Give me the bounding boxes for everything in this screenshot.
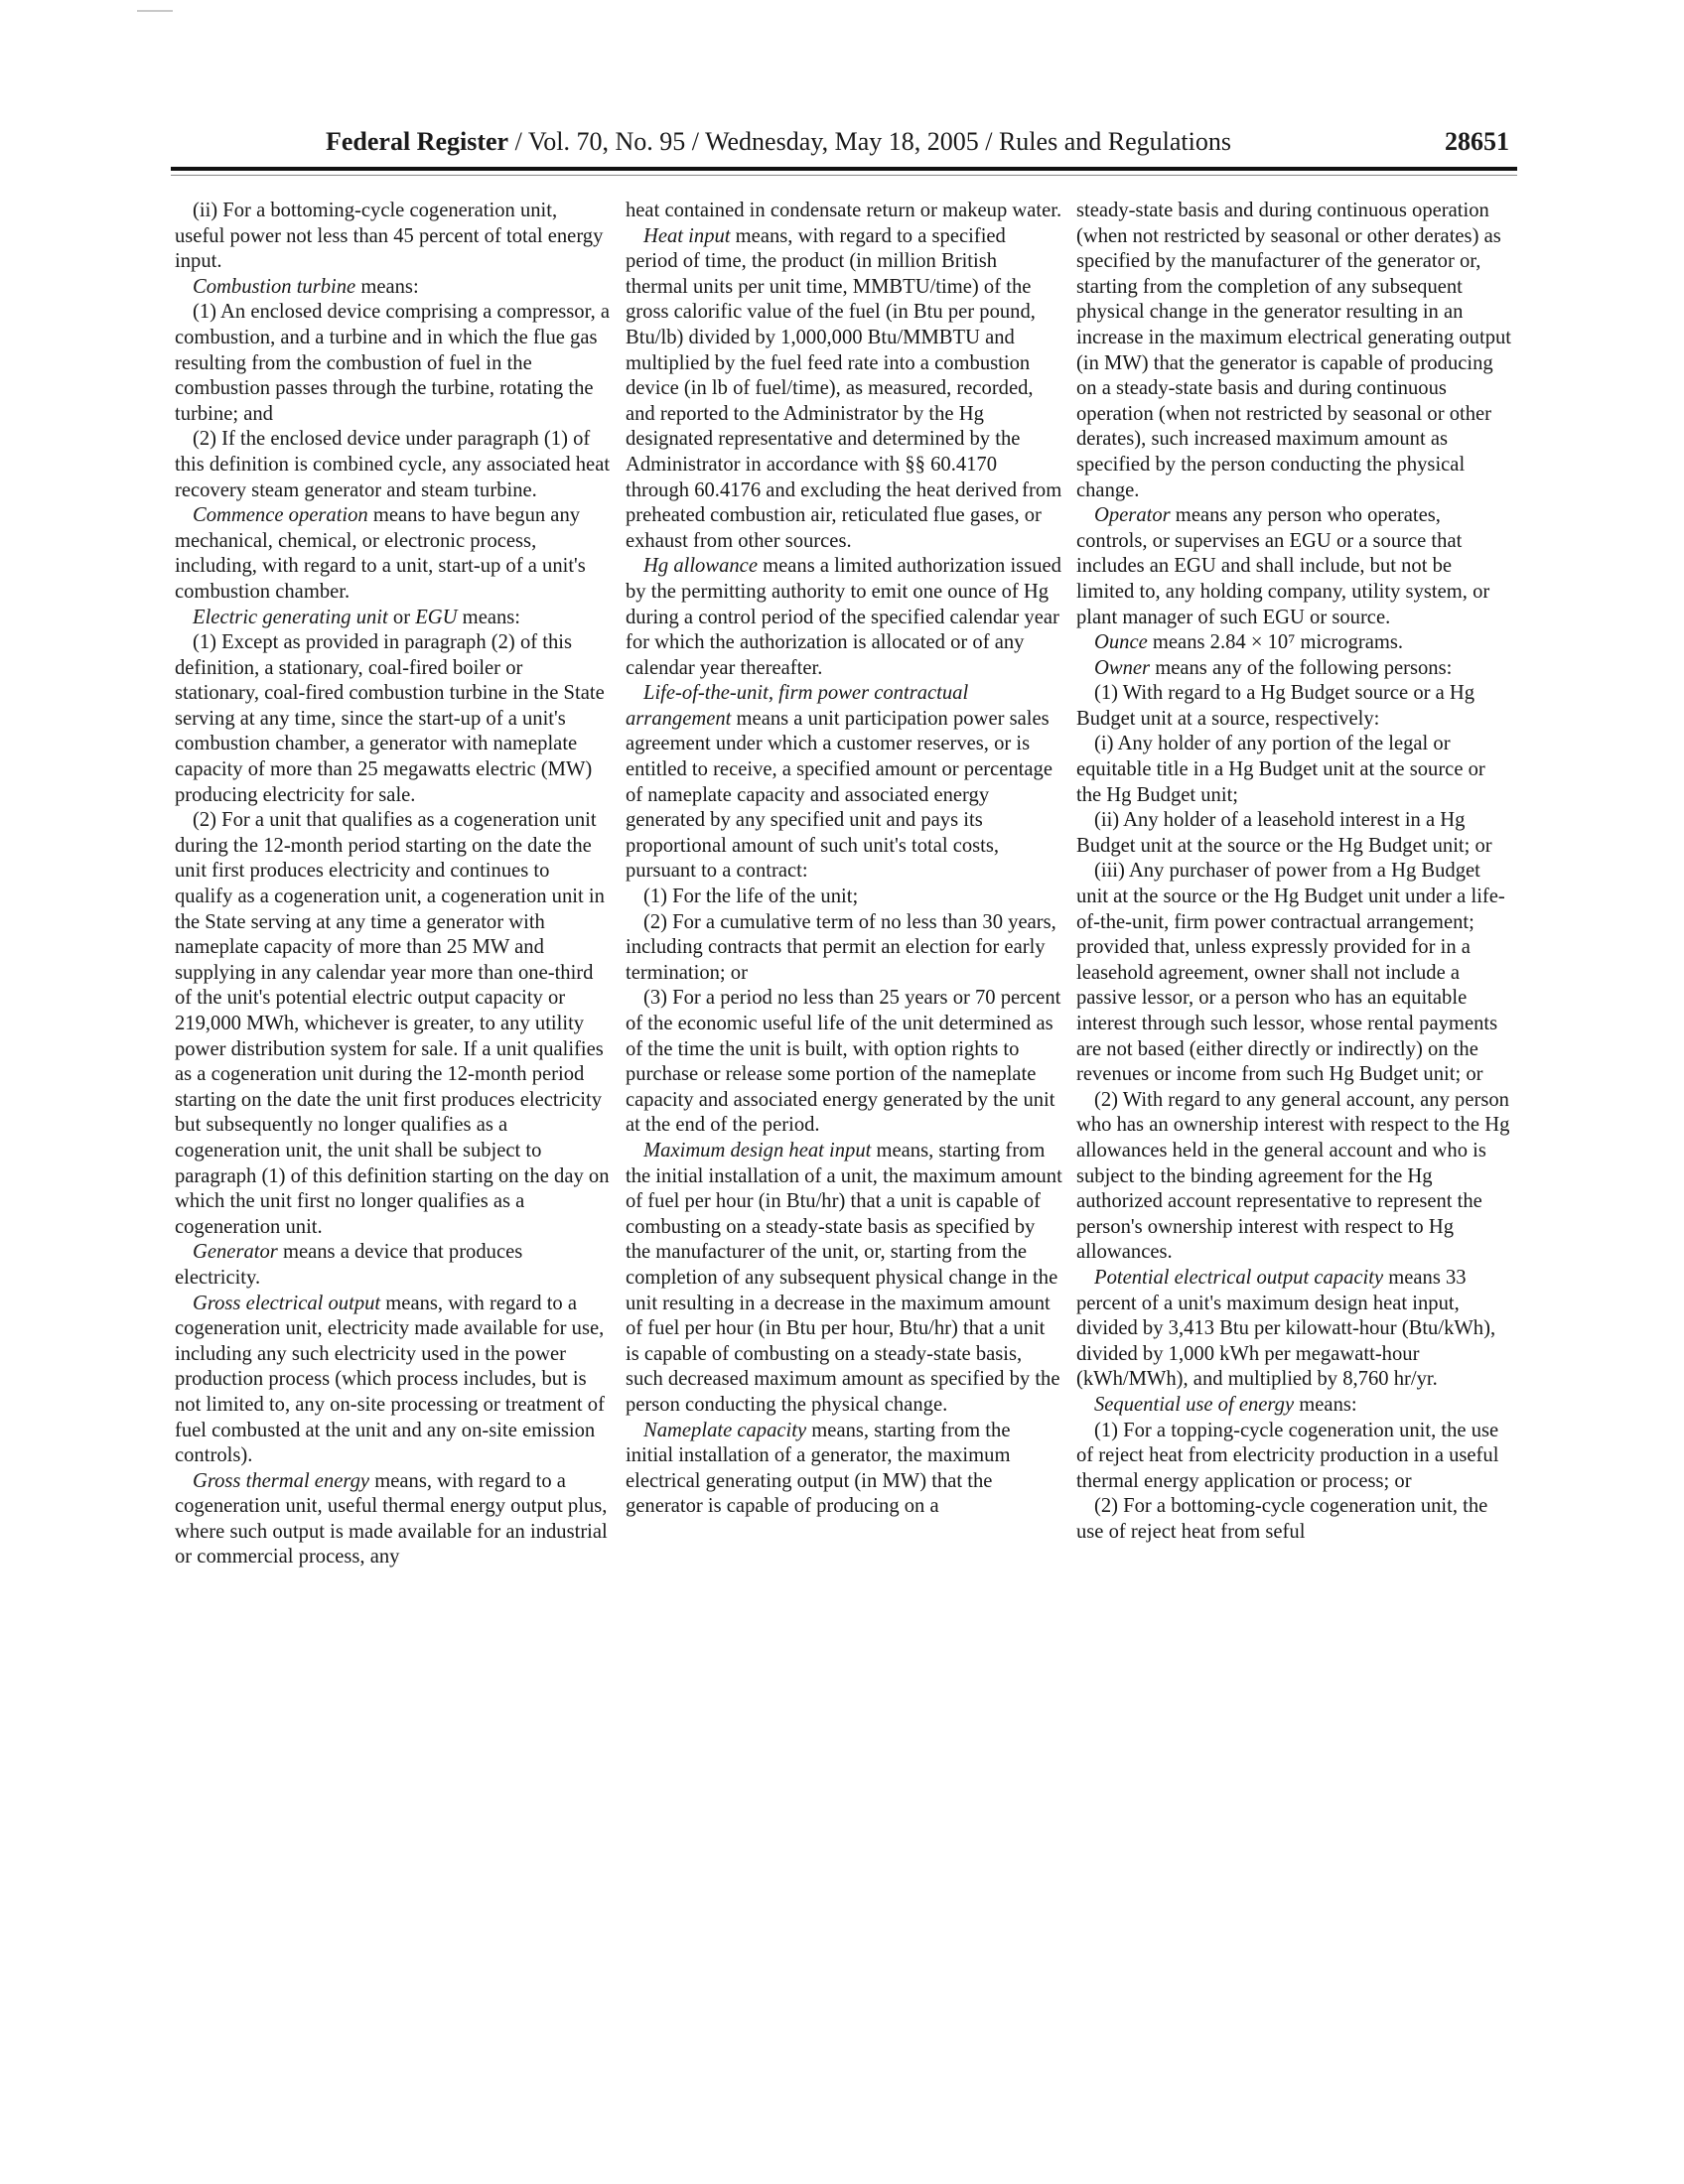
defined-term: Owner bbox=[1094, 656, 1151, 679]
paragraph-text: means, starting from the initial installation of a generator, the maximum electrical generating output (in MW) that the generator is capable of producing on a bbox=[626, 1419, 1011, 1518]
paragraph-text: (1) With regard to a Hg Budget source or a Hg Budget unit at a source, respectively: bbox=[1076, 682, 1475, 730]
paragraph bbox=[175, 199, 612, 275]
paragraph bbox=[626, 199, 1062, 224]
definition-paragraph bbox=[175, 1292, 612, 1469]
paragraph bbox=[626, 986, 1062, 1139]
defined-term: Commence operation bbox=[193, 504, 368, 527]
definition-paragraph bbox=[175, 275, 612, 301]
header-rule-thin bbox=[171, 175, 1517, 176]
defined-term: Life-of-the-unit, firm power contractual arrangement bbox=[626, 682, 969, 730]
defined-term: Sequential use of energy bbox=[1094, 1393, 1295, 1416]
paragraph bbox=[1076, 859, 1513, 1087]
paragraph bbox=[1076, 808, 1513, 859]
paragraph-text: means, with regard to a cogeneration unit, electricity made available for use, including any such electricity used in the power production process (which process includes, but is not limited to, any on-site processing or treatment of fuel combusted at the unit and any on-site emission controls). bbox=[175, 1292, 605, 1467]
defined-term: Potential electrical output capacity bbox=[1094, 1266, 1384, 1289]
paragraph-text: means: bbox=[355, 275, 419, 298]
defined-term: EGU bbox=[415, 606, 458, 628]
text-column-3 bbox=[1076, 199, 1513, 1545]
paragraph-text: means a unit participation power sales agreement under which a customer reserves, or is entitled to receive, a specified amount or percentage of nameplate capacity and associated energy generated by any specified unit and pays its proportional amount of such unit's total costs, pursuant to a contract: bbox=[626, 707, 1052, 883]
paragraph-text: means, starting from the initial installation of a unit, the maximum amount of fuel per hour (in Btu/hr) that a unit is capable of combusting on a steady-state basis as specified by the manufacturer of the unit, or, starting from the completion of any subsequent physical change in the unit resulting in a decrease in the maximum amount of fuel per hour (in Btu per hour, Btu/hr) that a unit is capable of combusting on a steady-state basis, such decreased maximum amount as specified by the person conducting the physical change. bbox=[626, 1139, 1062, 1416]
definition-paragraph bbox=[1076, 1266, 1513, 1393]
paragraph-text: steady-state basis and during continuous operation (when not restricted by seasonal or other derates) as specified by the manufacturer of the generator or, starting from the completion of any subsequent physical change in the generator resulting in an increase in the maximum electrical generating output (in MW) that the generator is capable of producing on a steady-state basis and during continuous operation (when not restricted by seasonal or other derates), such increased maximum amount as specified by the person conducting the physical change. bbox=[1076, 200, 1512, 501]
definition-paragraph bbox=[175, 1240, 612, 1291]
defined-term: Heat input bbox=[643, 224, 731, 247]
paragraph bbox=[626, 910, 1062, 987]
definition-paragraph bbox=[1076, 630, 1513, 656]
paragraph bbox=[1076, 732, 1513, 808]
text-column-1 bbox=[175, 199, 612, 1570]
defined-term: Nameplate capacity bbox=[643, 1419, 807, 1441]
publication-name: Federal Register bbox=[326, 127, 509, 156]
definition-paragraph bbox=[1076, 1393, 1513, 1419]
definition-paragraph bbox=[626, 681, 1062, 885]
page-number: 28651 bbox=[1445, 127, 1509, 156]
paragraph-text: means to have begun any mechanical, chemical, or electronic process, including, with regard to a unit, start-up of a unit's combustion chamber. bbox=[175, 504, 586, 603]
paragraph bbox=[626, 885, 1062, 910]
section-name: Rules and Regulations bbox=[998, 127, 1231, 156]
paragraph bbox=[1076, 681, 1513, 732]
paragraph-text: means a limited authorization issued by the permitting authority to emit one ounce of Hg during a control period of the specified calendar year for which the authorization is allocated or of any calendar year thereafter. bbox=[626, 555, 1061, 679]
paragraph-text: (2) If the enclosed device under paragraph (1) of this definition is combined cycle, any associated heat recovery steam generator and steam turbine. bbox=[175, 428, 611, 501]
definition-paragraph bbox=[175, 606, 612, 631]
paragraph-text: (i) Any holder of any portion of the legal or equitable title in a Hg Budget unit at the source or the Hg Budget unit; bbox=[1076, 733, 1485, 806]
definition-paragraph bbox=[175, 503, 612, 605]
paragraph-text: (iii) Any purchaser of power from a Hg Budget unit at the source or the Hg Budget unit under a life-of-the-unit, firm power contractual arrangement; provided that, unless expressly provided for in a leasehold agreement, owner shall not include a passive lessor, or a person who has an equitable interest through such lessor, whose rental payments are not based (either directly or indirectly) on the revenues or income from such Hg Budget unit; or bbox=[1076, 860, 1505, 1086]
paragraph-text: means any person who operates, controls, or supervises an EGU or a source that includes an EGU and shall include, but not be limited to, any holding company, utility system, or plant manager of such EGU or source. bbox=[1076, 504, 1490, 628]
text-column-2 bbox=[626, 199, 1062, 1520]
paragraph-text: means any of the following persons: bbox=[1150, 656, 1453, 679]
definition-paragraph bbox=[1076, 656, 1513, 682]
paragraph-text: means 2.84 × 10⁷ micrograms. bbox=[1147, 631, 1404, 654]
paragraph bbox=[175, 300, 612, 427]
running-head: Federal Register / Vol. 70, No. 95 / Wednesday, May 18, 2005 / Rules and Regulations bbox=[326, 127, 1231, 156]
paragraph-text: or bbox=[387, 606, 416, 628]
issue-date: Wednesday, May 18, 2005 bbox=[705, 127, 979, 156]
definition-paragraph bbox=[626, 1139, 1062, 1419]
defined-term: Operator bbox=[1094, 504, 1171, 527]
volume-info: Vol. 70, No. 95 bbox=[527, 127, 686, 156]
definition-paragraph bbox=[1076, 503, 1513, 630]
defined-term: Generator bbox=[193, 1241, 278, 1264]
paragraph-text: (ii) Any holder of a leasehold interest in a Hg Budget unit at the source or the Hg Budget unit; or bbox=[1076, 809, 1492, 857]
paragraph bbox=[1076, 1088, 1513, 1266]
definition-paragraph bbox=[175, 1469, 612, 1570]
paragraph-text: means: bbox=[457, 606, 521, 628]
paragraph-text: means, with regard to a cogeneration unit, useful thermal energy output plus, where such output is made available for an industrial or commercial process, any bbox=[175, 1469, 608, 1569]
paragraph-text: (ii) For a bottoming-cycle cogeneration unit, useful power not less than 45 percent of total energy input. bbox=[175, 200, 604, 273]
paragraph-text: (2) For a bottoming-cycle cogeneration unit, the use of reject heat from seful bbox=[1076, 1495, 1488, 1543]
scan-artifact-mark bbox=[137, 10, 173, 12]
paragraph-text: (2) With regard to any general account, any person who has an ownership interest with respect to the Hg allowances held in the general account and who is subject to the binding agreement for the Hg authorized account representative to represent the person's ownership interest with respect to Hg allowances. bbox=[1076, 1088, 1510, 1264]
defined-term: Gross electrical output bbox=[193, 1292, 381, 1314]
paragraph bbox=[175, 630, 612, 808]
defined-term: Electric generating unit bbox=[193, 606, 388, 628]
paragraph-text: means 33 percent of a unit's maximum design heat input, divided by 3,413 Btu per kilowatt-hour (Btu/kWh), divided by 1,000 kWh per megawatt-hour (kWh/MWh), and multiplied by 8,760 hr/yr. bbox=[1076, 1266, 1496, 1391]
header-rule bbox=[171, 167, 1517, 171]
paragraph bbox=[1076, 199, 1513, 503]
paragraph bbox=[1076, 1494, 1513, 1545]
paragraph bbox=[1076, 1419, 1513, 1495]
paragraph-text: means, with regard to a specified period of time, the product (in million British thermal units per unit time, MMBTU/time) of the gross calorific value of the fuel (in Btu per pound, Btu/lb) divided by 1,000,000 Btu/MMBTU and multiplied by the fuel feed rate into a combustion device (in lb of fuel/time), as measured, recorded, and reported to the Administrator by the Hg designated representative and determined by the Administrator in accordance with §§ 60.4170 through 60.4176 and excluding the heat derived from preheated combustion air, reticulated flue gases, or exhaust from other sources. bbox=[626, 224, 1062, 552]
defined-term: Hg allowance bbox=[643, 555, 758, 578]
paragraph-text: means a device that produces electricity. bbox=[175, 1241, 523, 1289]
paragraph-text: (3) For a period no less than 25 years or 70 percent of the economic useful life of the unit determined as of the time the unit is built, with option rights to purchase or release some portion of the nameplate capacity and associated energy generated by the unit at the end of the period. bbox=[626, 987, 1061, 1137]
paragraph-text: (1) Except as provided in paragraph (2) of this definition, a stationary, coal-fired boiler or stationary, coal-fired combustion turbine in the State serving at any time, since the start-up of a unit's combustion chamber, a generator with nameplate capacity of more than 25 megawatts electric (MW) producing electricity for sale. bbox=[175, 631, 605, 806]
definition-paragraph bbox=[626, 554, 1062, 681]
defined-term: Combustion turbine bbox=[193, 275, 356, 298]
paragraph-text: (1) For the life of the unit; bbox=[643, 886, 859, 908]
defined-term: Maximum design heat input bbox=[643, 1139, 872, 1161]
paragraph-text: (1) An enclosed device comprising a compressor, a combustion, and a turbine and in which the flue gas resulting from the combustion of fuel in the combustion passes through the turbine, rotating the turbine; and bbox=[175, 301, 611, 425]
definition-paragraph bbox=[626, 1419, 1062, 1520]
defined-term: Gross thermal energy bbox=[193, 1469, 370, 1492]
paragraph-text: means: bbox=[1294, 1393, 1357, 1416]
definition-paragraph bbox=[626, 224, 1062, 555]
paragraph bbox=[175, 808, 612, 1240]
paragraph-text: (2) For a unit that qualifies as a cogeneration unit during the 12-month period starting on the date the unit first produces electricity and continues to qualify as a cogeneration unit, a cogeneration unit in the State serving at any time a generator with nameplate capacity of more than 25 MW and supplying in any calendar year more than one-third of the unit's potential electric output capacity or 219,000 MWh, whichever is greater, to any utility power distribution system for sale. If a unit qualifies as a cogeneration unit during the 12-month period starting on the date the unit first produces electricity but subsequently no longer qualifies as a cogeneration unit, the unit shall be subject to paragraph (1) of this definition starting on the day on which the unit first no longer qualifies as a cogeneration unit. bbox=[175, 809, 610, 1238]
paragraph bbox=[175, 427, 612, 503]
paragraph-text: heat contained in condensate return or makeup water. bbox=[626, 200, 1062, 221]
paragraph-text: (2) For a cumulative term of no less than 30 years, including contracts that permit an election for early termination; or bbox=[626, 910, 1056, 984]
defined-term: Ounce bbox=[1094, 631, 1148, 654]
page-header bbox=[171, 123, 1517, 163]
paragraph-text: (1) For a topping-cycle cogeneration unit, the use of reject heat from electricity production in a useful thermal energy application or process; or bbox=[1076, 1419, 1499, 1492]
